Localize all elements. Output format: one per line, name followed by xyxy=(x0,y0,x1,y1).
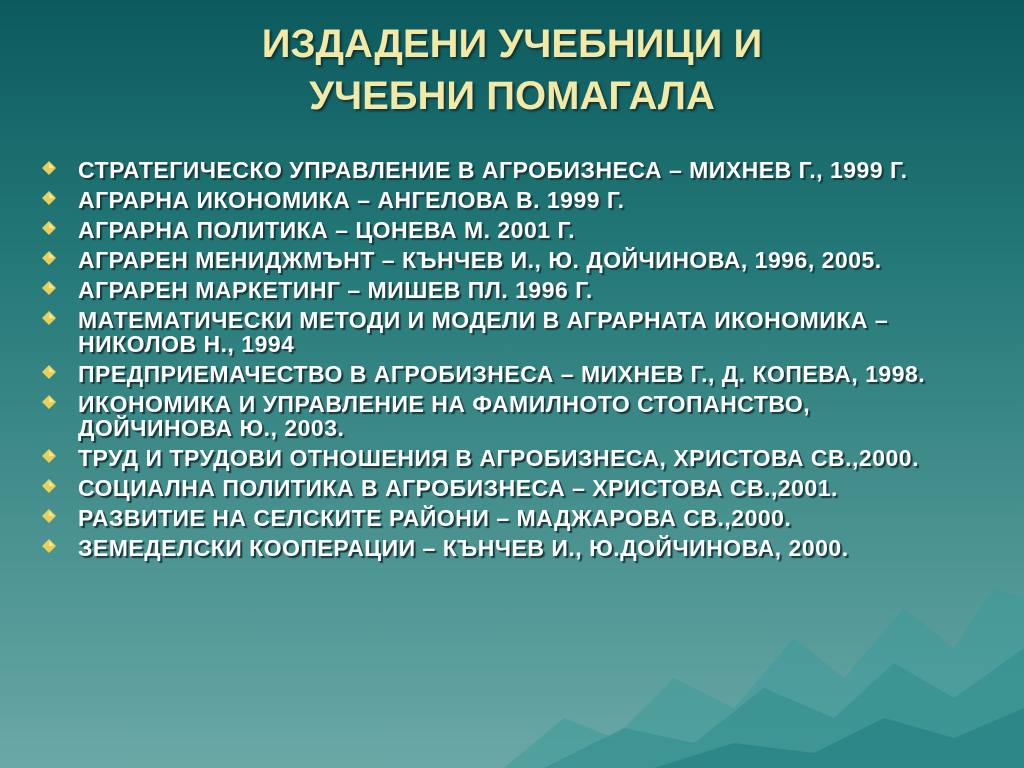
list-item-text: АГРАРНА ПОЛИТИКА – ЦОНЕВА М. 2001 Г. xyxy=(78,217,576,243)
title-line-2: УЧЕБНИ ПОМАГАЛА xyxy=(309,74,715,118)
diamond-bullet-icon xyxy=(42,251,56,265)
list-item-text: МАТЕМАТИЧЕСКИ МЕТОДИ И МОДЕЛИ В АГРАРНАТА ИКОНОМИКА – НИКОЛОВ Н., 1994 xyxy=(78,307,889,357)
list-item xyxy=(40,218,970,242)
list-item xyxy=(40,362,970,386)
list-item xyxy=(40,476,970,500)
list-item-text: АГРАРЕН МАРКЕТИНГ – МИШЕВ ПЛ. 1996 Г. xyxy=(78,277,593,303)
diamond-bullet-icon xyxy=(42,539,56,553)
list-item-text: ИКОНОМИКА И УПРАВЛЕНИЕ НА ФАМИЛНОТО СТОПАНСТВО, ДОЙЧИНОВА Ю., 2003. xyxy=(78,391,811,441)
diamond-bullet-icon xyxy=(42,365,56,379)
diamond-bullet-icon xyxy=(42,509,56,523)
list-item xyxy=(40,158,970,182)
list-item xyxy=(40,248,970,272)
list-item xyxy=(40,278,970,302)
list-item xyxy=(40,188,970,212)
textbook-list xyxy=(40,158,970,566)
diamond-bullet-icon xyxy=(42,311,56,325)
list-item-text: АГРАРНА ИКОНОМИКА – АНГЕЛОВА В. 1999 Г. xyxy=(78,187,625,213)
mountain-background-image xyxy=(504,568,1024,768)
list-item xyxy=(40,446,970,470)
list-item-text: ПРЕДПРИЕМАЧЕСТВО В АГРОБИЗНЕСА – МИХНЕВ Г., Д. КОПЕВА, 1998. xyxy=(78,361,926,387)
list-item-text: АГРАРЕН МЕНИДЖМЪНТ – КЪНЧЕВ И., Ю. ДОЙЧИНОВА, 1996, 2005. xyxy=(78,247,882,273)
list-item-text: ТРУД И ТРУДОВИ ОТНОШЕНИЯ В АГРОБИЗНЕСА, ХРИСТОВА СВ.,2000. xyxy=(78,445,919,471)
list-item-text: ЗЕМЕДЕЛСКИ КООПЕРАЦИИ – КЪНЧЕВ И., Ю.ДОЙЧИНОВА, 2000. xyxy=(78,535,849,561)
diamond-bullet-icon xyxy=(42,221,56,235)
title-line-1: ИЗДАДЕНИ УЧЕБНИЦИ И xyxy=(261,22,763,66)
list-item-text: СТРАТЕГИЧЕСКО УПРАВЛЕНИЕ В АГРОБИЗНЕСА – МИХНЕВ Г., 1999 Г. xyxy=(78,157,908,183)
slide-title xyxy=(0,18,1024,122)
diamond-bullet-icon xyxy=(42,281,56,295)
diamond-bullet-icon xyxy=(42,395,56,409)
list-item xyxy=(40,506,970,530)
diamond-bullet-icon xyxy=(42,449,56,463)
list-item xyxy=(40,392,970,440)
list-item-text: СОЦИАЛНА ПОЛИТИКА В АГРОБИЗНЕСА – ХРИСТОВА СВ.,2001. xyxy=(78,475,838,501)
diamond-bullet-icon xyxy=(42,161,56,175)
list-item xyxy=(40,308,970,356)
list-item xyxy=(40,536,970,560)
diamond-bullet-icon xyxy=(42,479,56,493)
list-item-text: РАЗВИТИЕ НА СЕЛСКИТЕ РАЙОНИ – МАДЖАРОВА СВ.,2000. xyxy=(78,505,792,531)
diamond-bullet-icon xyxy=(42,191,56,205)
